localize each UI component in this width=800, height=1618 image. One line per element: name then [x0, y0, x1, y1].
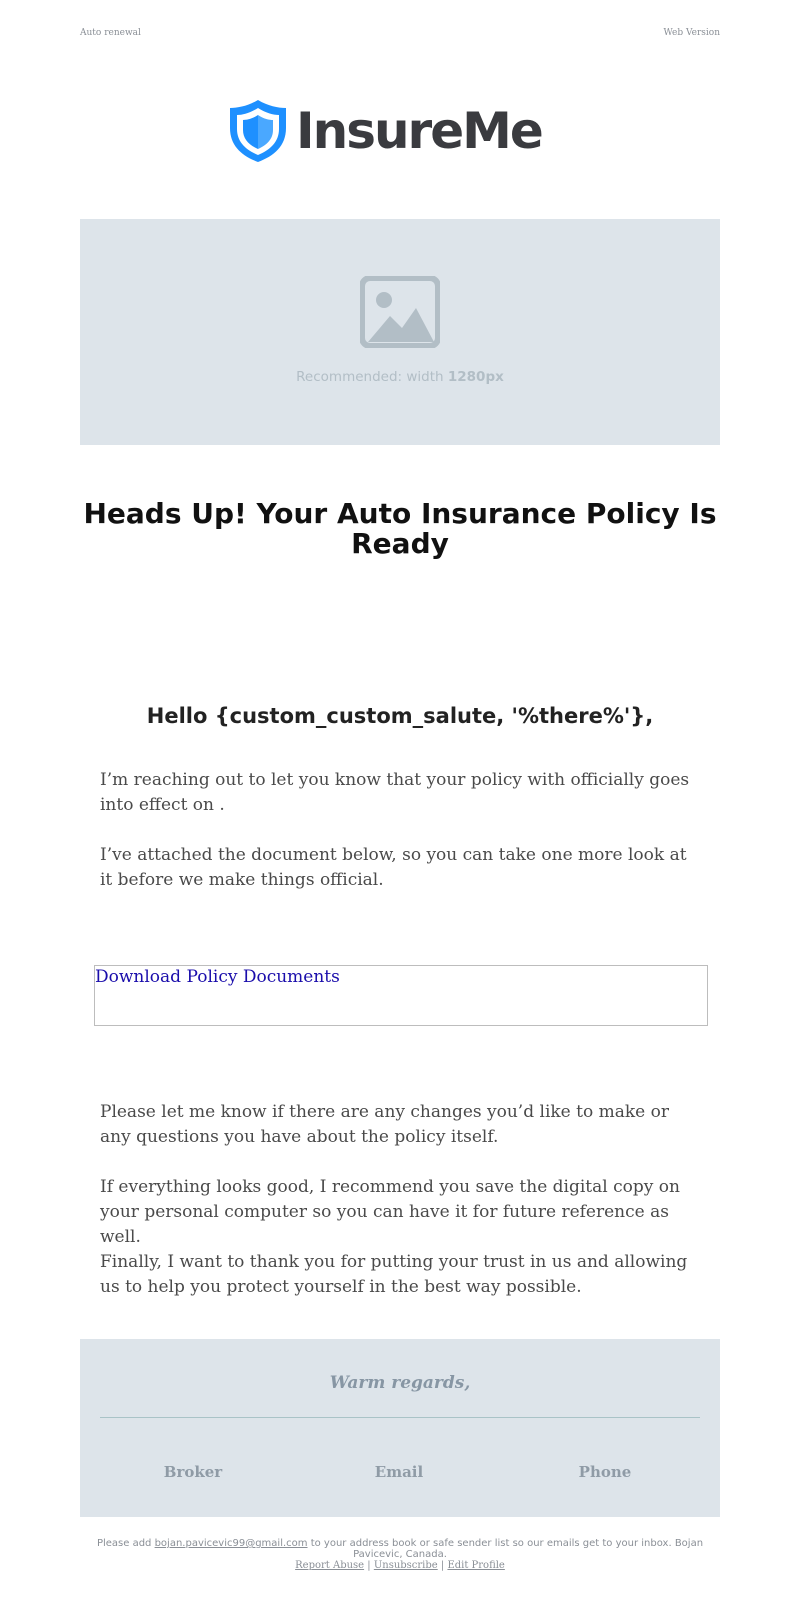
preheader-label: Auto renewal	[80, 28, 141, 38]
brand-logo	[226, 98, 542, 164]
divider	[100, 1417, 700, 1418]
body-paragraph-5: Finally, I want to thank you for putting your trust in us and allowing us to help you protect yourself in the best way possible.	[100, 1252, 688, 1297]
shield-icon	[226, 98, 290, 164]
legal-notice	[90, 1538, 710, 1560]
email-headline: Heads Up! Your Auto Insurance Policy Is Ready	[83, 497, 717, 560]
unsubscribe-link[interactable]: Unsubscribe	[373, 1560, 438, 1571]
image-placeholder-icon	[360, 276, 440, 348]
body-paragraph-4: If everything looks good, I recommend you save the digital copy on your personal computer so you can have it for future reference as well.	[100, 1177, 680, 1247]
email-label: Email	[374, 1463, 424, 1481]
broker-label: Broker	[163, 1463, 223, 1481]
edit-profile-link[interactable]: Edit Profile	[447, 1560, 505, 1571]
link-separator: |	[437, 1560, 448, 1571]
body-paragraph-1: I’m reaching out to let you know that your policy with officially goes into effect on .	[100, 770, 690, 815]
legal-suffix: to your address book or safe sender list so our emails get to your inbox. Bojan Pavicevic, Canada.	[307, 1538, 704, 1560]
legal-prefix: Please add	[96, 1538, 155, 1549]
placeholder-caption-prefix: Recommended: width	[296, 369, 448, 385]
report-abuse-link[interactable]: Report Abuse	[295, 1560, 365, 1571]
hero-image-placeholder	[80, 219, 720, 445]
greeting: Hello {custom_custom_salute, '%there%'},	[146, 704, 654, 728]
footer-links	[80, 1560, 720, 1571]
sender-email-link[interactable]: bojan.pavicevic99@gmail.com	[154, 1538, 308, 1549]
brand-name: InsureMe	[296, 102, 542, 160]
placeholder-caption-size: 1280px	[447, 369, 504, 385]
signature-card	[80, 1339, 720, 1517]
phone-label: Phone	[578, 1463, 632, 1481]
body-paragraph-2: I’ve attached the document below, so you can take one more look at it before we make things official.	[100, 845, 687, 890]
sign-off: Warm regards,	[329, 1373, 471, 1393]
body-paragraph-3: Please let me know if there are any changes you’d like to make or any questions you have about the policy itself.	[100, 1102, 669, 1147]
download-button-container	[94, 965, 708, 1026]
download-policy-button[interactable]: Download Policy Documents	[95, 967, 340, 987]
preheader-bar	[80, 28, 720, 42]
placeholder-caption	[80, 369, 720, 385]
web-version-link[interactable]: Web Version	[663, 28, 720, 38]
link-separator: |	[364, 1560, 374, 1571]
